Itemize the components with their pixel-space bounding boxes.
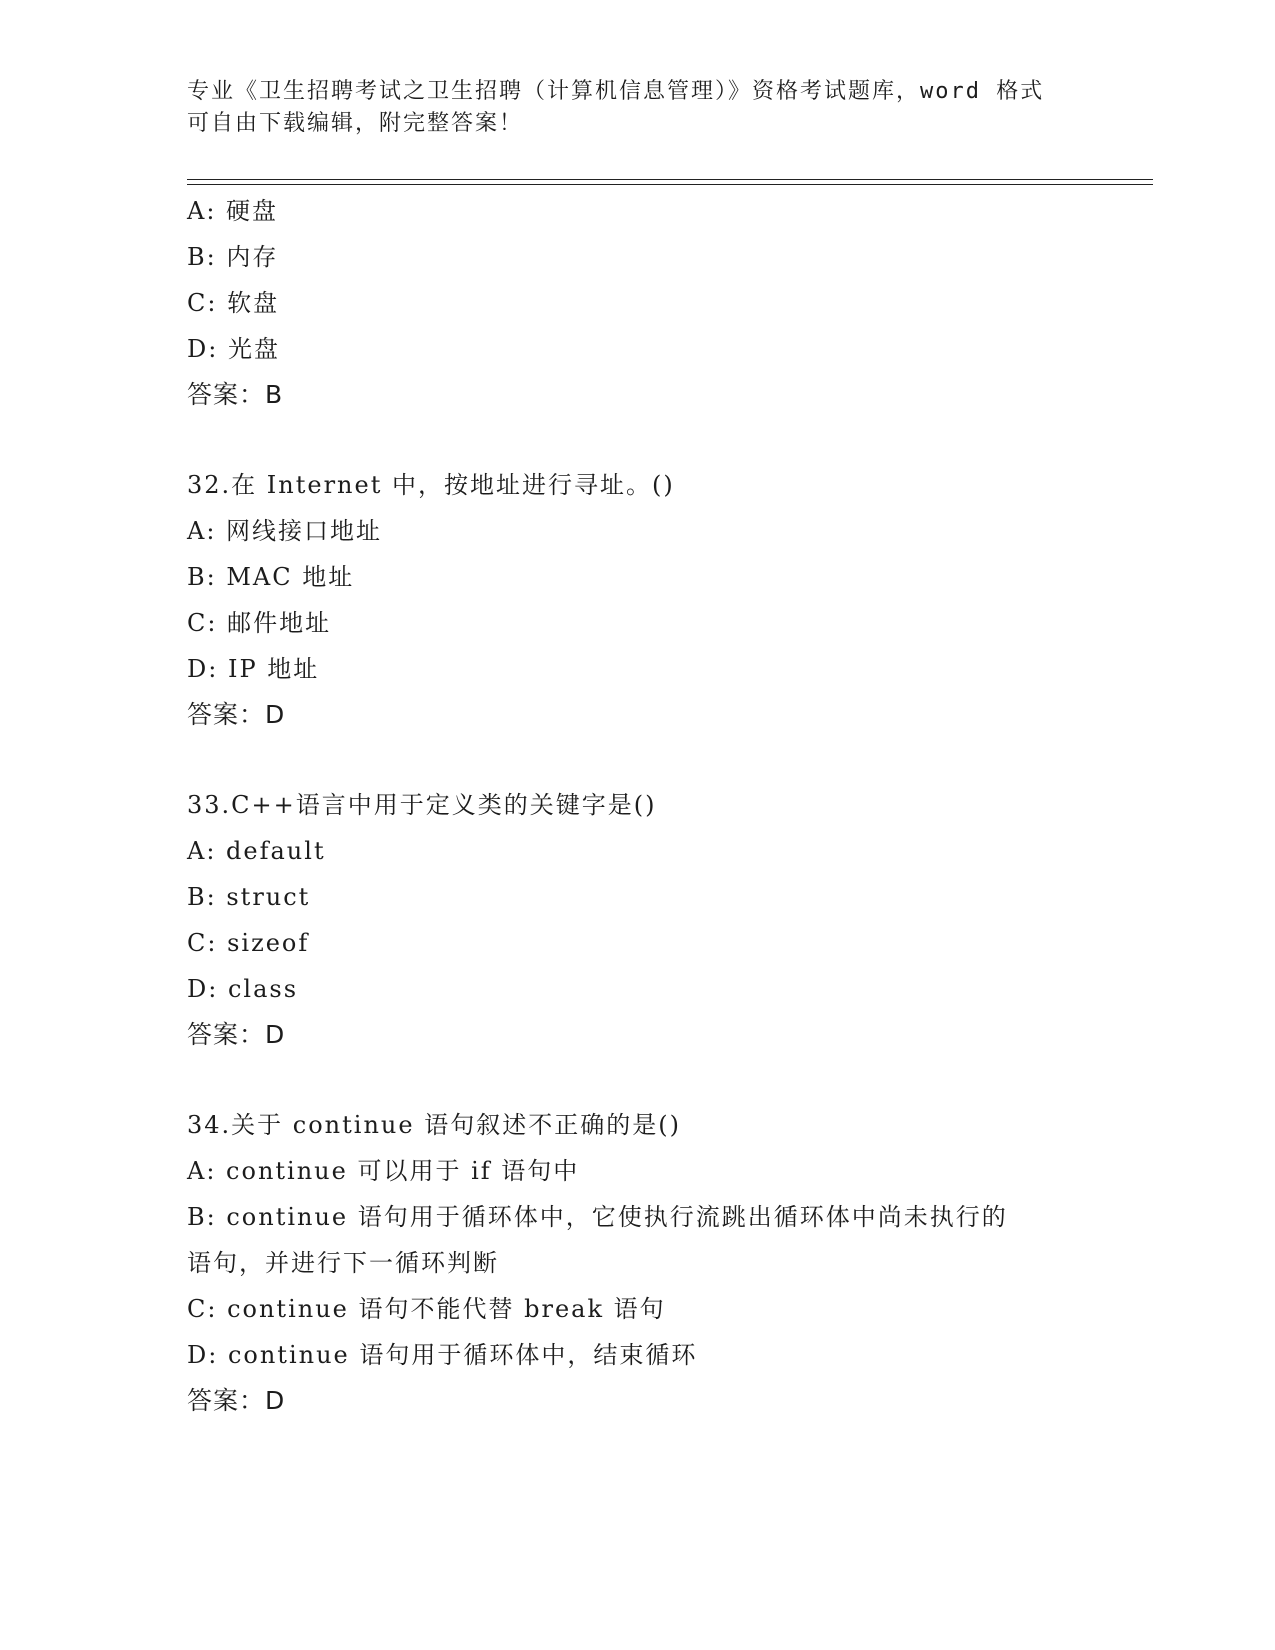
question-list	[187, 188, 1087, 1424]
option-c: C: sizeof	[187, 929, 310, 957]
question-34	[187, 1102, 1087, 1424]
option-a: A: default	[187, 837, 326, 865]
answer-label: 答案：D	[187, 1020, 286, 1049]
question-stem: 32.在 Internet 中，按地址进行寻址。()	[187, 471, 675, 499]
option-b: B: 内存	[187, 243, 279, 271]
option-b: B: continue 语句用于循环体中，它使执行流跳出循环体中尚未执行的	[187, 1203, 1008, 1231]
header-line-1: 专业《卫生招聘考试之卫生招聘（计算机信息管理）》资格考试题库，word 格式	[187, 79, 1045, 104]
answer-label: 答案：D	[187, 1386, 286, 1415]
option-a: A: 网线接口地址	[187, 517, 383, 545]
option-d: D: IP 地址	[187, 655, 320, 683]
option-d: D: continue 语句用于循环体中，结束循环	[187, 1341, 698, 1369]
answer-label: 答案：D	[187, 700, 286, 729]
option-a: A: 硬盘	[187, 197, 279, 225]
header-divider-top	[187, 179, 1153, 180]
option-b: B: struct	[187, 883, 311, 911]
question-stem: 33.C++语言中用于定义类的关键字是()	[187, 791, 657, 819]
document-header	[187, 76, 1067, 140]
option-c: C: continue 语句不能代替 break 语句	[187, 1295, 666, 1323]
header-line-2: 可自由下载编辑，附完整答案！	[187, 111, 524, 136]
option-b-continued: 语句，并进行下一循环判断	[187, 1249, 499, 1277]
option-d: D: class	[187, 975, 299, 1003]
question-32	[187, 462, 1087, 738]
option-b: B: MAC 地址	[187, 563, 355, 591]
question-31	[187, 188, 1087, 418]
answer-label: 答案：B	[187, 380, 284, 409]
question-33	[187, 782, 1087, 1058]
option-c: C: 邮件地址	[187, 609, 332, 637]
header-divider-bottom	[187, 184, 1153, 185]
option-d: D: 光盘	[187, 335, 280, 363]
option-a: A: continue 可以用于 if 语句中	[187, 1157, 580, 1185]
option-c: C: 软盘	[187, 289, 280, 317]
question-stem: 34.关于 continue 语句叙述不正确的是()	[187, 1111, 681, 1139]
